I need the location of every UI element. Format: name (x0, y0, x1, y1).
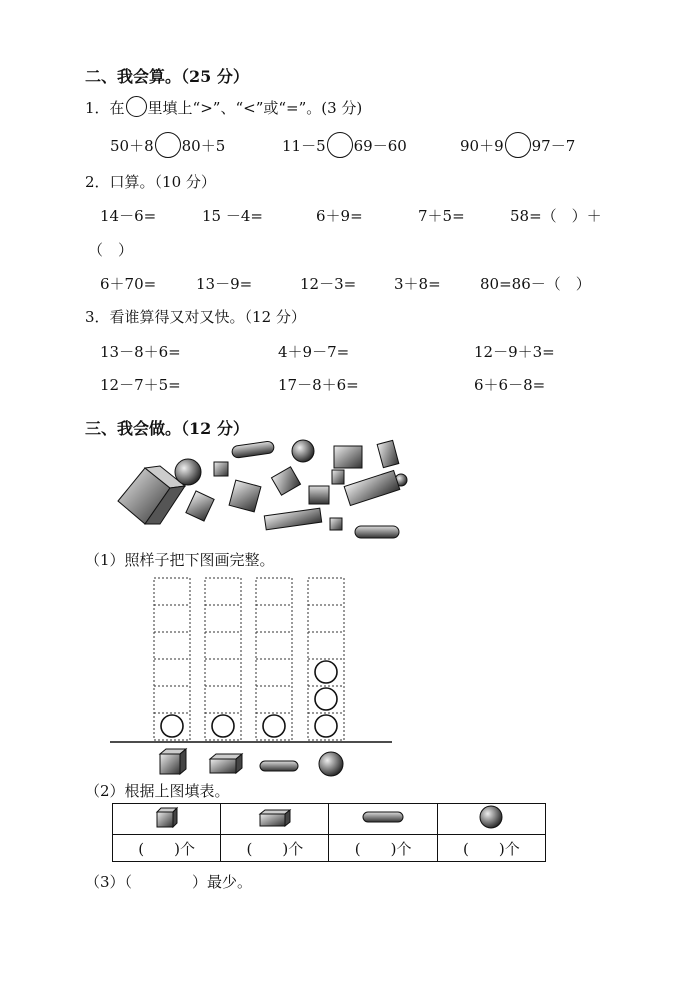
cylinder-icon (231, 441, 274, 459)
sphere-icon (292, 440, 314, 462)
q1-item-1 (110, 132, 225, 158)
answer-circle-3[interactable] (505, 132, 531, 158)
short-cylinder-icon (309, 486, 329, 504)
q1-item-2-right: 69－60 (353, 137, 407, 155)
q1-item-1-left: 50＋8 (110, 137, 154, 155)
table-cell-cube (113, 804, 221, 835)
shapes-illustration (110, 436, 415, 544)
long-cuboid-icon (344, 470, 400, 505)
section2-title: 二、我会算。（25 分） (85, 67, 249, 86)
tally-circle-icon (315, 661, 337, 683)
cylinder-icon (260, 761, 298, 771)
small-cube-icon (332, 470, 344, 484)
cuboid-icon (257, 807, 293, 827)
q3-r2-c3: 6＋6－8= (474, 376, 546, 394)
cuboid-icon (210, 754, 242, 773)
q1-item-2 (282, 132, 407, 158)
q1-item-3-right: 97－7 (531, 137, 576, 155)
q2-r2-c1: 6＋70= (100, 275, 157, 293)
q2-r2-c2: 13－9= (196, 275, 253, 293)
cube-icon (334, 446, 362, 468)
q3-r1-c3: 12－9＋3= (474, 343, 555, 361)
sphere-icon (319, 752, 343, 776)
flat-cuboid-icon (264, 508, 321, 530)
q3-r1-c2: 4＋9－7= (278, 343, 350, 361)
tally-circle-icon (263, 715, 285, 737)
part2-instruction: （2）根据上图填表。 (85, 782, 230, 800)
q1-item-3 (460, 132, 575, 158)
q2-r1-c4: 7＋5= (418, 207, 465, 225)
q1-item-3-left: 90＋9 (460, 137, 504, 155)
q1-item-1-right: 80＋5 (181, 137, 226, 155)
q1-item-2-left: 11－5 (282, 137, 326, 155)
q2-r1-c2: 15 －4= (202, 207, 263, 225)
table-cell-sphere (437, 804, 545, 835)
tally-circle-icon (161, 715, 183, 737)
cube-icon (160, 749, 186, 774)
q2-title: 2．口算。（10 分） (85, 173, 216, 191)
tally-circle-icon (212, 715, 234, 737)
q2-r1-c1: 14－6= (100, 207, 157, 225)
answer-cuboid-count[interactable]: ( )个 (221, 835, 329, 862)
q2-r2-c4: 3＋8= (394, 275, 441, 293)
table-cell-cylinder (329, 804, 437, 835)
q3-r2-c1: 12－7＋5= (100, 376, 181, 394)
sphere-icon (175, 459, 201, 485)
cylinder-icon (361, 810, 405, 824)
shape-count-grid (108, 575, 398, 785)
q3-title: 3．看谁算得又对又快。（12 分） (85, 308, 306, 326)
cuboid-icon (186, 491, 214, 521)
tally-circle-icon (315, 715, 337, 737)
answer-sphere-count[interactable]: ( )个 (437, 835, 545, 862)
part3-instruction: （3）（ ）最少。 (85, 873, 253, 891)
answer-circle-2[interactable] (327, 132, 353, 158)
section3-title: 三、我会做。（12 分） (85, 419, 249, 438)
q3-r1-c1: 13－8＋6= (100, 343, 181, 361)
answer-cylinder-count[interactable]: ( )个 (329, 835, 437, 862)
table-cell-cuboid (221, 804, 329, 835)
cylinder-icon (355, 526, 399, 538)
q1-prefix: 1．在 (85, 99, 125, 117)
q3-r2-c2: 17－8＋6= (278, 376, 359, 394)
answer-circle-1[interactable] (155, 132, 181, 158)
q1-instruction (85, 96, 362, 118)
answer-cube-count[interactable]: ( )个 (113, 835, 221, 862)
small-cube-icon (214, 462, 228, 476)
q2-r2-c5: 80=86－（ ） (480, 275, 591, 293)
cube-icon (229, 480, 261, 512)
blank-circle-icon (126, 96, 147, 117)
sphere-icon (478, 804, 504, 830)
count-table (112, 803, 546, 862)
cube-icon (271, 467, 300, 495)
q1-suffix: 里填上“>”、“<”或“=”。(3 分) (147, 99, 363, 117)
q2-r1-c3: 6＋9= (316, 207, 363, 225)
part1-instruction: （1）照样子把下图画完整。 (85, 551, 275, 569)
cube-icon (153, 806, 181, 828)
tally-circle-icon (315, 688, 337, 710)
q2-r2-c3: 12－3= (300, 275, 357, 293)
table-header-row (113, 804, 546, 835)
q2-r1-c5: 58=（ ）＋ (510, 207, 602, 225)
q2-r1-wrap: （ ） (88, 241, 134, 259)
cuboid-icon (377, 440, 399, 467)
table-answer-row (113, 835, 546, 862)
small-cube-icon (330, 518, 342, 530)
